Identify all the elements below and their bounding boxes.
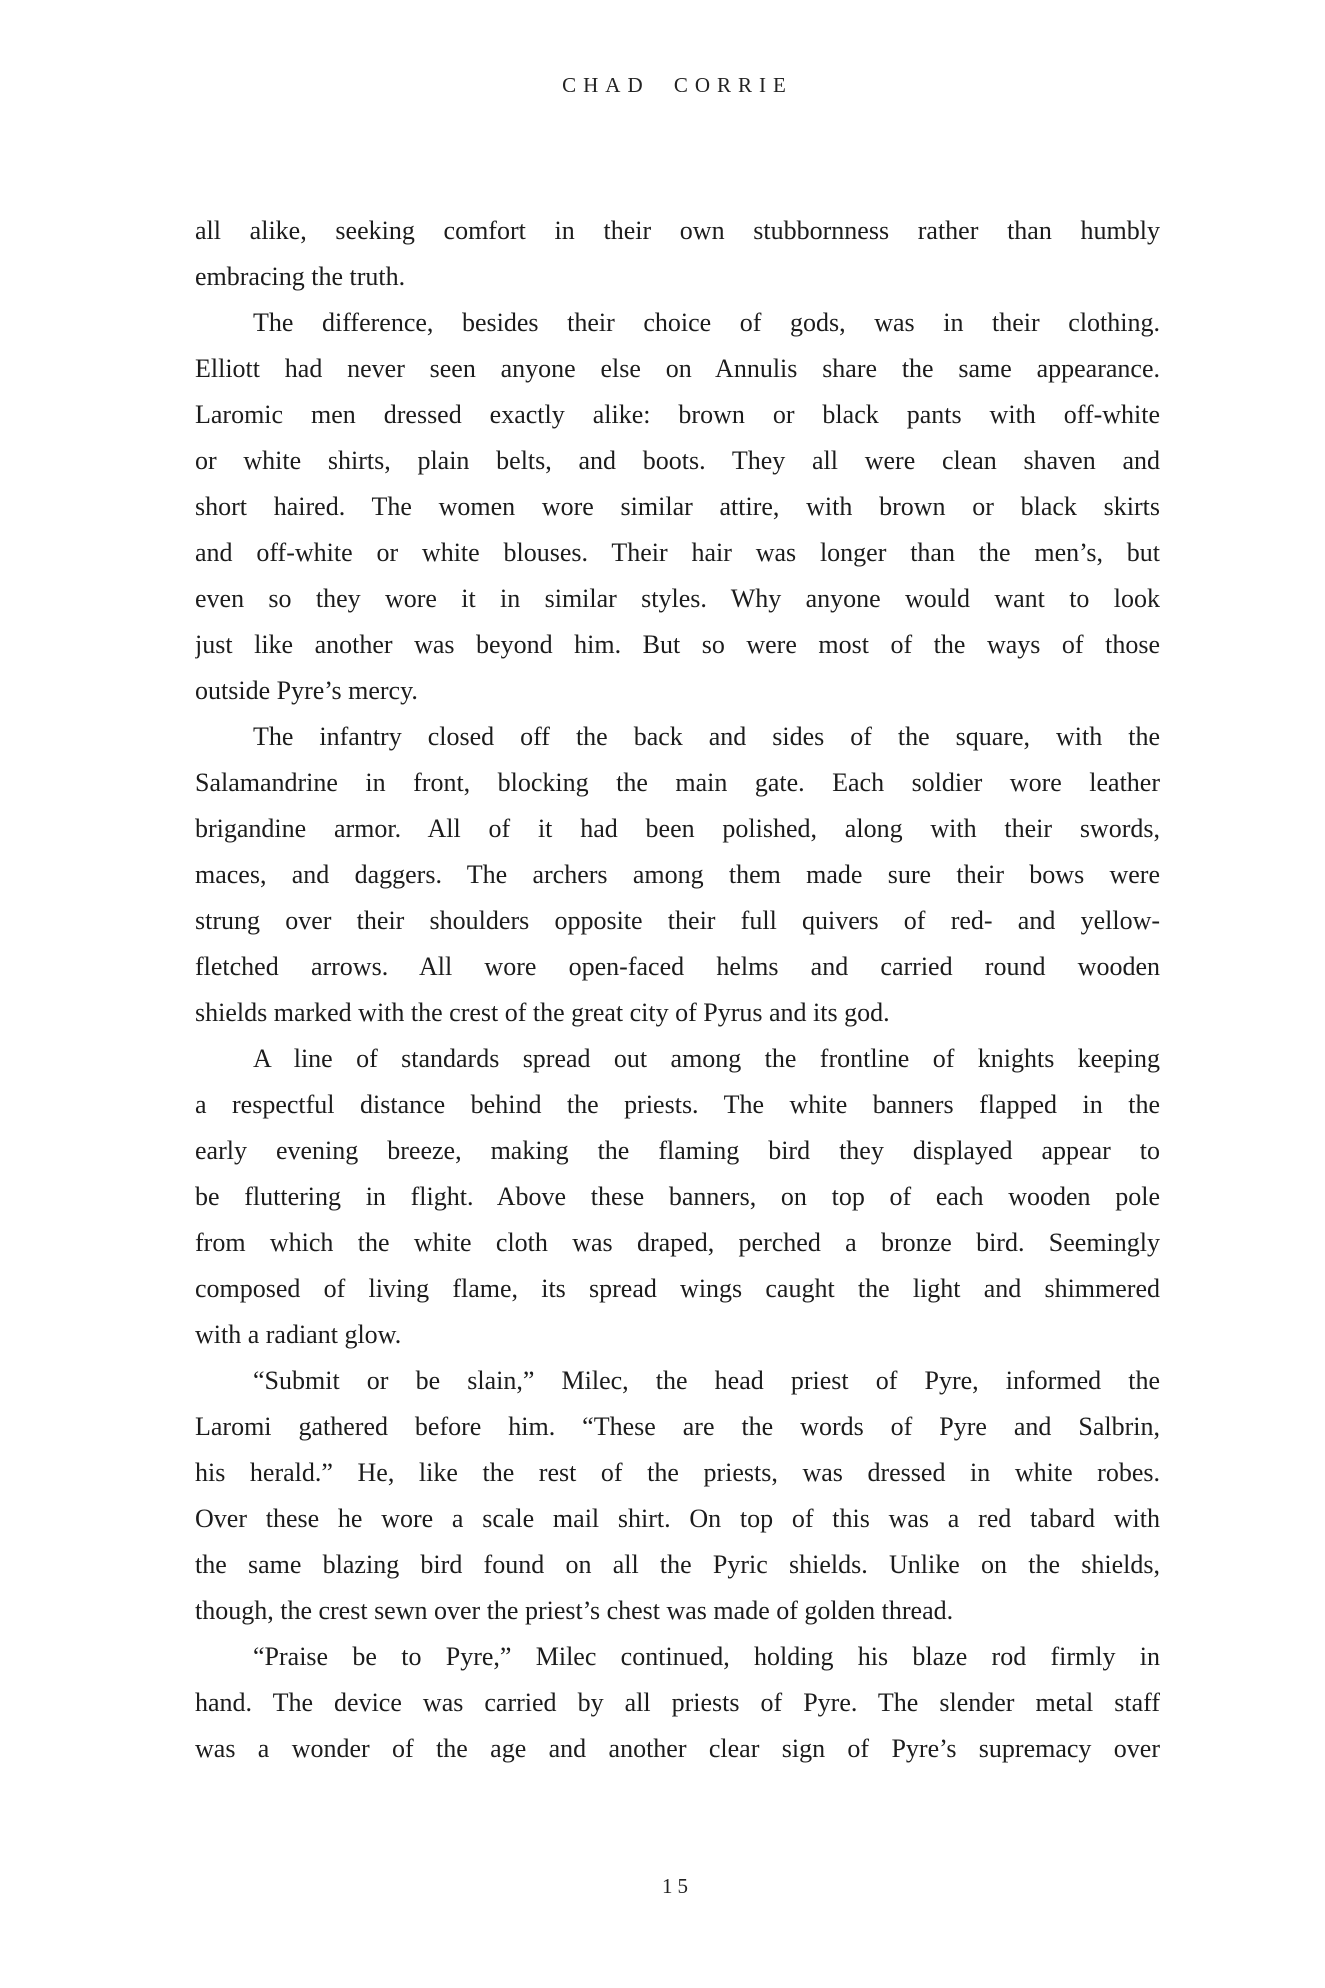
text-line: The infantry closed off the back and sides of the square, with the	[253, 722, 1160, 751]
text-line: fletched arrows. All wore open-faced helms and carried round wooden	[195, 952, 1160, 981]
text-line: his herald.” He, like the rest of the priests, was dressed in white robes.	[195, 1458, 1160, 1487]
paragraph	[195, 1634, 1160, 1772]
text-line: The difference, besides their choice of gods, was in their clothing.	[253, 308, 1160, 337]
text-line: the same blazing bird found on all the Pyric shields. Unlike on the shields,	[195, 1550, 1160, 1579]
text-line: early evening breeze, making the flaming bird they displayed appear to	[195, 1136, 1160, 1165]
text-line: short haired. The women wore similar attire, with brown or black skirts	[195, 492, 1160, 521]
text-line: was a wonder of the age and another clear sign of Pyre’s supremacy over	[195, 1734, 1160, 1763]
text-line: composed of living flame, its spread wings caught the light and shimmered	[195, 1274, 1160, 1303]
text-line: hand. The device was carried by all priests of Pyre. The slender metal staff	[195, 1688, 1160, 1717]
text-line: though, the crest sewn over the priest’s chest was made of golden thread.	[195, 1596, 954, 1625]
text-line: strung over their shoulders opposite their full quivers of red- and yellow-	[195, 906, 1160, 935]
body-text	[195, 208, 1160, 1772]
text-line: shields marked with the crest of the great city of Pyrus and its god.	[195, 998, 890, 1027]
text-line: Elliott had never seen anyone else on Annulis share the same appearance.	[195, 354, 1160, 383]
paragraph	[195, 1036, 1160, 1358]
paragraph	[195, 1358, 1160, 1634]
text-line: a respectful distance behind the priests. The white banners flapped in the	[195, 1090, 1160, 1119]
text-line: Salamandrine in front, blocking the main gate. Each soldier wore leather	[195, 768, 1160, 797]
running-header: CHAD CORRIE	[562, 73, 793, 97]
paragraph	[195, 208, 1160, 300]
text-line: outside Pyre’s mercy.	[195, 676, 418, 705]
paragraph	[195, 300, 1160, 714]
paragraph	[195, 714, 1160, 1036]
text-line: from which the white cloth was draped, perched a bronze bird. Seemingly	[195, 1228, 1160, 1257]
text-line: even so they wore it in similar styles. Why anyone would want to look	[195, 584, 1160, 613]
text-line: or white shirts, plain belts, and boots. They all were clean shaven and	[195, 446, 1160, 475]
text-line: Laromic men dressed exactly alike: brown or black pants with off-white	[195, 400, 1160, 429]
text-line: and off-white or white blouses. Their hair was longer than the men’s, but	[195, 538, 1160, 567]
text-line: with a radiant glow.	[195, 1320, 402, 1349]
text-line: be fluttering in flight. Above these banners, on top of each wooden pole	[195, 1182, 1160, 1211]
text-line: brigandine armor. All of it had been polished, along with their swords,	[195, 814, 1160, 843]
text-line: A line of standards spread out among the frontline of knights keeping	[253, 1044, 1160, 1073]
text-line: all alike, seeking comfort in their own stubbornness rather than humbly	[195, 216, 1160, 245]
text-line: “Praise be to Pyre,” Milec continued, holding his blaze rod firmly in	[253, 1642, 1160, 1671]
text-line: “Submit or be slain,” Milec, the head priest of Pyre, informed the	[253, 1366, 1160, 1395]
text-line: maces, and daggers. The archers among them made sure their bows were	[195, 860, 1160, 889]
text-line: embracing the truth.	[195, 262, 406, 291]
text-line: Laromi gathered before him. “These are the words of Pyre and Salbrin,	[195, 1412, 1160, 1441]
text-line: Over these he wore a scale mail shirt. On top of this was a red tabard with	[195, 1504, 1160, 1533]
text-line: just like another was beyond him. But so were most of the ways of those	[195, 630, 1160, 659]
page-number: 15	[662, 1874, 693, 1898]
